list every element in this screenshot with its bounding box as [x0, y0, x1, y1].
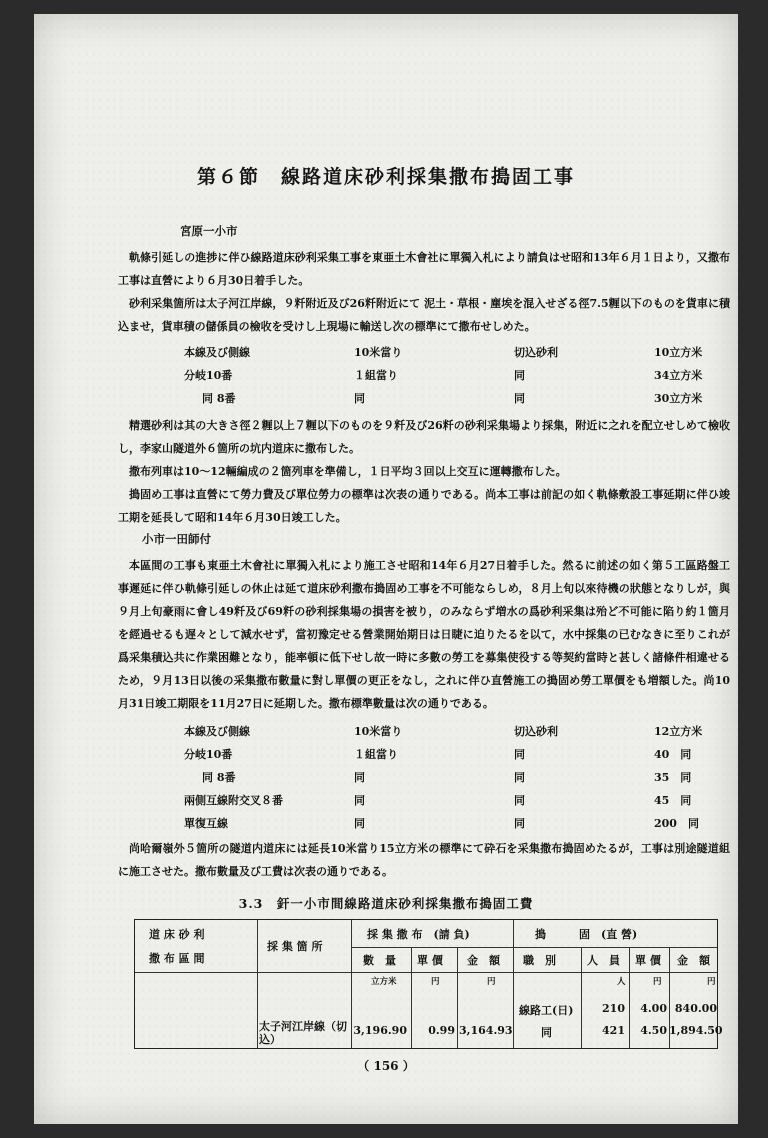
- header-amount-2: 金 額: [677, 954, 710, 967]
- paragraph-4: 撒布列車は10～12輛編成の２箇列車を準備し，１日平均３回以上交互に運轉撒布した。: [129, 465, 567, 478]
- paragraph-2: 砂利采集箇所は太子河江岸線，９粁附近及び26粁附近にて 泥土・草根・塵埃を混入せざる徑7.5糎以下のものを貨車に積込ませ，貨車積の儲係員の檢收を受けし上現場に輸送し次の標準にて撒布せしめた。: [118, 297, 730, 333]
- spec-volume: 35 同: [654, 771, 692, 784]
- header-site: 採 集 箇 所: [267, 940, 323, 953]
- table-divider: [257, 920, 258, 1048]
- spec-basis: 同: [354, 817, 365, 830]
- row-persons: 421: [602, 1024, 625, 1037]
- unit-label: 円: [653, 977, 662, 987]
- header-quantity: 數 量: [363, 954, 396, 967]
- spec-track: 本線及び側線: [184, 725, 250, 738]
- cost-table: [134, 919, 723, 1049]
- spec-material: 同: [514, 748, 525, 761]
- paragraph-5: 搗固め工事は直營にて勞力費及び單位勞力の標準は次表の通りである。尚本工事は前記の如く軌條敷設工事延期に伴ひ竣工期を延長して昭和14年６月30日竣工した。: [118, 488, 730, 524]
- subsection-heading-2: 小市一田師付: [142, 532, 211, 546]
- spec-material: 切込砂利: [514, 346, 558, 359]
- unit-label: 立方米: [371, 977, 397, 987]
- spec-row: [184, 769, 724, 791]
- spec-track: 同 8番: [202, 771, 236, 784]
- header-section: 撒 布 區 間: [149, 952, 205, 965]
- row-unit-price-2: 4.00: [640, 1002, 667, 1015]
- table-divider: [351, 920, 352, 1048]
- row-amount-2: 1,894.50: [669, 1024, 723, 1037]
- document-page: [34, 14, 738, 1124]
- spec-basis: 同: [354, 794, 365, 807]
- spec-track: 兩側互線附交叉８番: [184, 794, 283, 807]
- table-caption: 3.3 釬一小市間線路道床砂利採集撒布搗固工費: [238, 896, 534, 911]
- spec-basis: １組當り: [354, 748, 398, 761]
- header-tamping: 搗 固 (直 營): [535, 928, 638, 941]
- table-divider: [135, 972, 717, 973]
- row-quantity: 3,196.90: [353, 1024, 407, 1037]
- spec-row: [184, 723, 724, 745]
- spec-material: 同: [514, 817, 525, 830]
- paragraph-6: 本區間の工事も東亜土木會社に單獨入札により施工させ昭和14年６月27日着手した。然るに前述の如く第５工區路盤工事遲延に伴ひ軌條引延しの休止は延て道床砂利撒布搗固め工事を不可能ならしめ，８月上旬以來待機の狀態となりしが，與９月上旬豪雨に會し49粁及び69粁の砂利採集場の損害を被り，のみならず増水の爲砂利采集は殆ど不可能に陷り約１箇月を經過せるも遅々として減水せず，當初豫定せる營業開始期日は日睫に迫りたるを以て，水中採集の已むなきに至りこれが爲采集積込共に作業困難となり，能率頓に低下せし故一時に多數の勞工を募集使役する等契約當時と甚しく諸條件相違せるため，９月13日以後の采集撒布數量に對し單價の更正をなし，之れに伴ひ直營施工の搗固め勞工單價をも増額した。尚10月31日竣工期限を11月27日に延期した。撒布標準數量は次の通りである。: [118, 559, 730, 710]
- paragraph-1: 軌條引延しの進捗に伴ひ線路道床砂利采集工事を東亜土木會社に單獨入札により請負はせ昭和13年６月１日より，又撒布工事は直營により６月30日着手した。: [118, 251, 730, 287]
- spec-row: [184, 390, 724, 412]
- spec-track: 單復互線: [184, 817, 228, 830]
- spec-material: 同: [514, 392, 525, 405]
- spec-material: 切込砂利: [514, 725, 558, 738]
- spec-row: [184, 344, 724, 366]
- spec-track: 本線及び側線: [184, 346, 250, 359]
- row-job-type: 同: [541, 1026, 552, 1039]
- spec-volume: 30立方米: [654, 392, 703, 405]
- spec-track: 分岐10番: [184, 748, 233, 761]
- spec-row: [184, 746, 724, 768]
- header-unit-price-2: 單 價: [635, 954, 661, 967]
- spec-basis: 同: [354, 392, 365, 405]
- spec-basis: 同: [354, 771, 365, 784]
- spec-volume: 10立方米: [654, 346, 703, 359]
- unit-label: 人: [617, 977, 626, 987]
- spec-row: [184, 792, 724, 814]
- header-collect-spread: 採 集 撒 布 (請 負): [367, 928, 470, 941]
- paragraph-3: 精選砂利は其の大きさ徑２糎以上７糎以下のものを９粁及び26粁の砂利采集場より採集，附近に之れを配立せしめて檢收し，李家山隧道外６箇所の坑内道床に撒布した。: [118, 419, 730, 455]
- spec-basis: 10米當り: [354, 725, 403, 738]
- table-divider: [411, 947, 412, 1048]
- spec-volume: 45 同: [654, 794, 692, 807]
- spec-volume: 34立方米: [654, 369, 703, 382]
- spec-track: 分岐10番: [184, 369, 233, 382]
- table-divider: [351, 947, 717, 948]
- header-unit-price: 單 價: [417, 954, 443, 967]
- row-site: 太子河江岸線（切込）: [259, 1020, 347, 1046]
- spec-volume: 12立方米: [654, 725, 703, 738]
- spec-volume: 200 同: [654, 817, 699, 830]
- page-number: （ 156 ）: [357, 1059, 415, 1073]
- header-amount: 金 額: [467, 954, 500, 967]
- header-persons: 人 員: [587, 954, 620, 967]
- table-divider: [457, 947, 458, 1048]
- header-job-type: 職 別: [523, 954, 556, 967]
- header-section: 道 床 砂 利: [149, 928, 205, 941]
- subsection-heading-1: 宮原一小市: [180, 224, 238, 238]
- unit-label: 円: [487, 977, 496, 987]
- paragraph-7: 尚哈爾嶺外５箇所の隧道内道床には延長10米當り15立方米の標準にて砕石を采集撒布搗固めたるが，工事は別途隧道組に施工させた。撒布數量及び工費は次表の通りである。: [118, 842, 730, 878]
- spec-material: 同: [514, 771, 525, 784]
- spec-basis: １組當り: [354, 369, 398, 382]
- spec-material: 同: [514, 369, 525, 382]
- unit-label: 円: [431, 977, 440, 987]
- row-job-type: 線路工(日): [519, 1004, 574, 1017]
- row-persons: 210: [602, 1002, 625, 1015]
- spec-row: [184, 367, 724, 389]
- row-unit-price: 0.99: [428, 1024, 455, 1037]
- table-divider: [513, 920, 514, 1048]
- row-amount: 3,164.93: [459, 1024, 513, 1037]
- spec-volume: 40 同: [654, 748, 692, 761]
- spec-basis: 10米當り: [354, 346, 403, 359]
- spec-material: 同: [514, 794, 525, 807]
- spec-row: [184, 815, 724, 837]
- row-amount-2: 840.00: [674, 1002, 717, 1015]
- spec-track: 同 8番: [202, 392, 236, 405]
- row-unit-price-2: 4.50: [640, 1024, 667, 1037]
- unit-label: 円: [707, 977, 716, 987]
- section-title: 第６節 線路道床砂利採集撒布搗固工事: [196, 166, 575, 188]
